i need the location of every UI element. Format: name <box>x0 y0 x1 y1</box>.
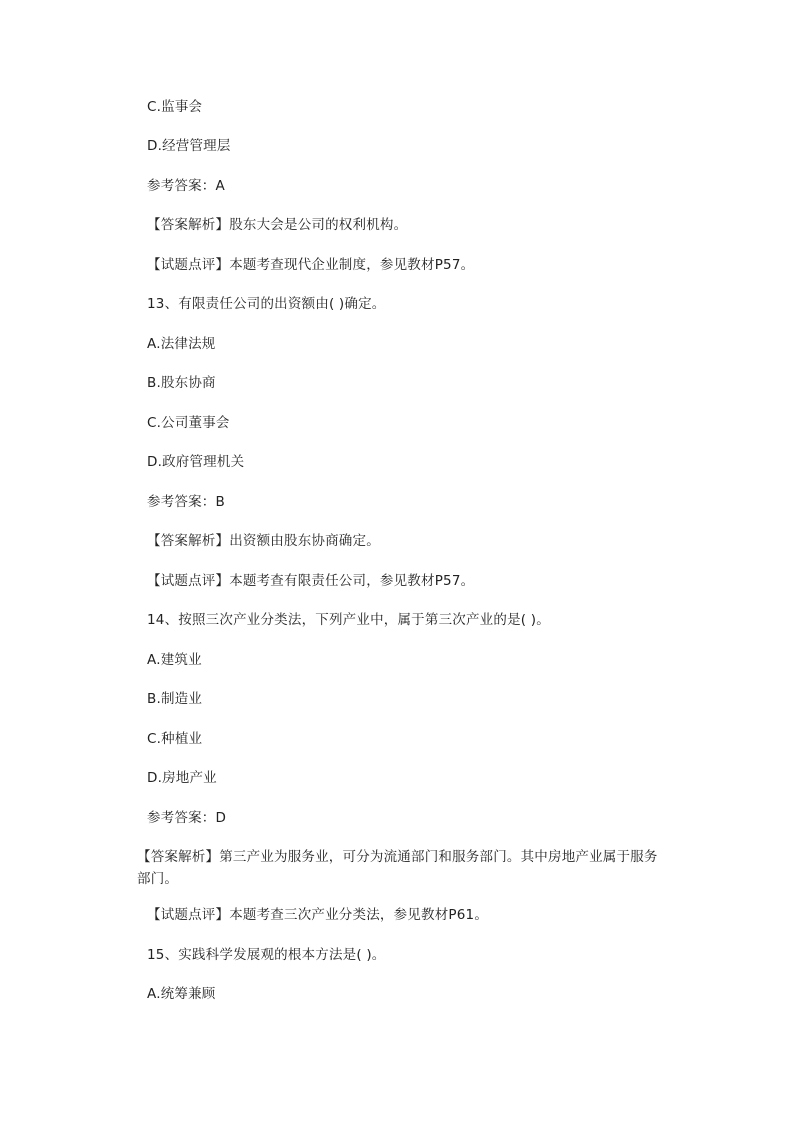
option-b-q14: B.制造业 <box>147 691 203 707</box>
answer-analysis-q13: 【答案解析】出资额由股东协商确定。 <box>147 533 380 549</box>
question-comment-q12: 【试题点评】本题考查现代企业制度，参见教材P57。 <box>147 257 475 273</box>
question-13: 13、有限责任公司的出资额由( )确定。 <box>147 296 386 312</box>
question-comment-q13: 【试题点评】本题考查有限责任公司，参见教材P57。 <box>147 573 475 589</box>
reference-answer-q12: 参考答案：A <box>147 178 225 194</box>
reference-answer-q13: 参考答案：B <box>147 494 225 510</box>
answer-analysis-q12: 【答案解析】股东大会是公司的权利机构。 <box>147 217 408 233</box>
option-a-q15: A.统筹兼顾 <box>147 986 216 1002</box>
option-d-q14: D.房地产业 <box>147 770 217 786</box>
option-a-q14: A.建筑业 <box>147 652 202 668</box>
question-14: 14、按照三次产业分类法，下列产业中，属于第三次产业的是( )。 <box>147 612 550 628</box>
question-15: 15、实践科学发展观的根本方法是( )。 <box>147 947 386 963</box>
option-c-q12: C.监事会 <box>147 99 203 115</box>
option-a-q13: A.法律法规 <box>147 336 216 352</box>
answer-analysis-q14: 【答案解析】第三产业为服务业，可分为流通部门和服务部门。其中房地产业属于服务部门。 <box>137 849 658 887</box>
option-c-q13: C.公司董事会 <box>147 415 230 431</box>
option-b-q13: B.股东协商 <box>147 375 216 391</box>
option-d-q13: D.政府管理机关 <box>147 454 245 470</box>
option-c-q14: C.种植业 <box>147 731 203 747</box>
option-d-q12: D.经营管理层 <box>147 138 231 154</box>
reference-answer-q14: 参考答案：D <box>147 810 227 826</box>
question-comment-q14: 【试题点评】本题考查三次产业分类法，参见教材P61。 <box>147 907 489 923</box>
